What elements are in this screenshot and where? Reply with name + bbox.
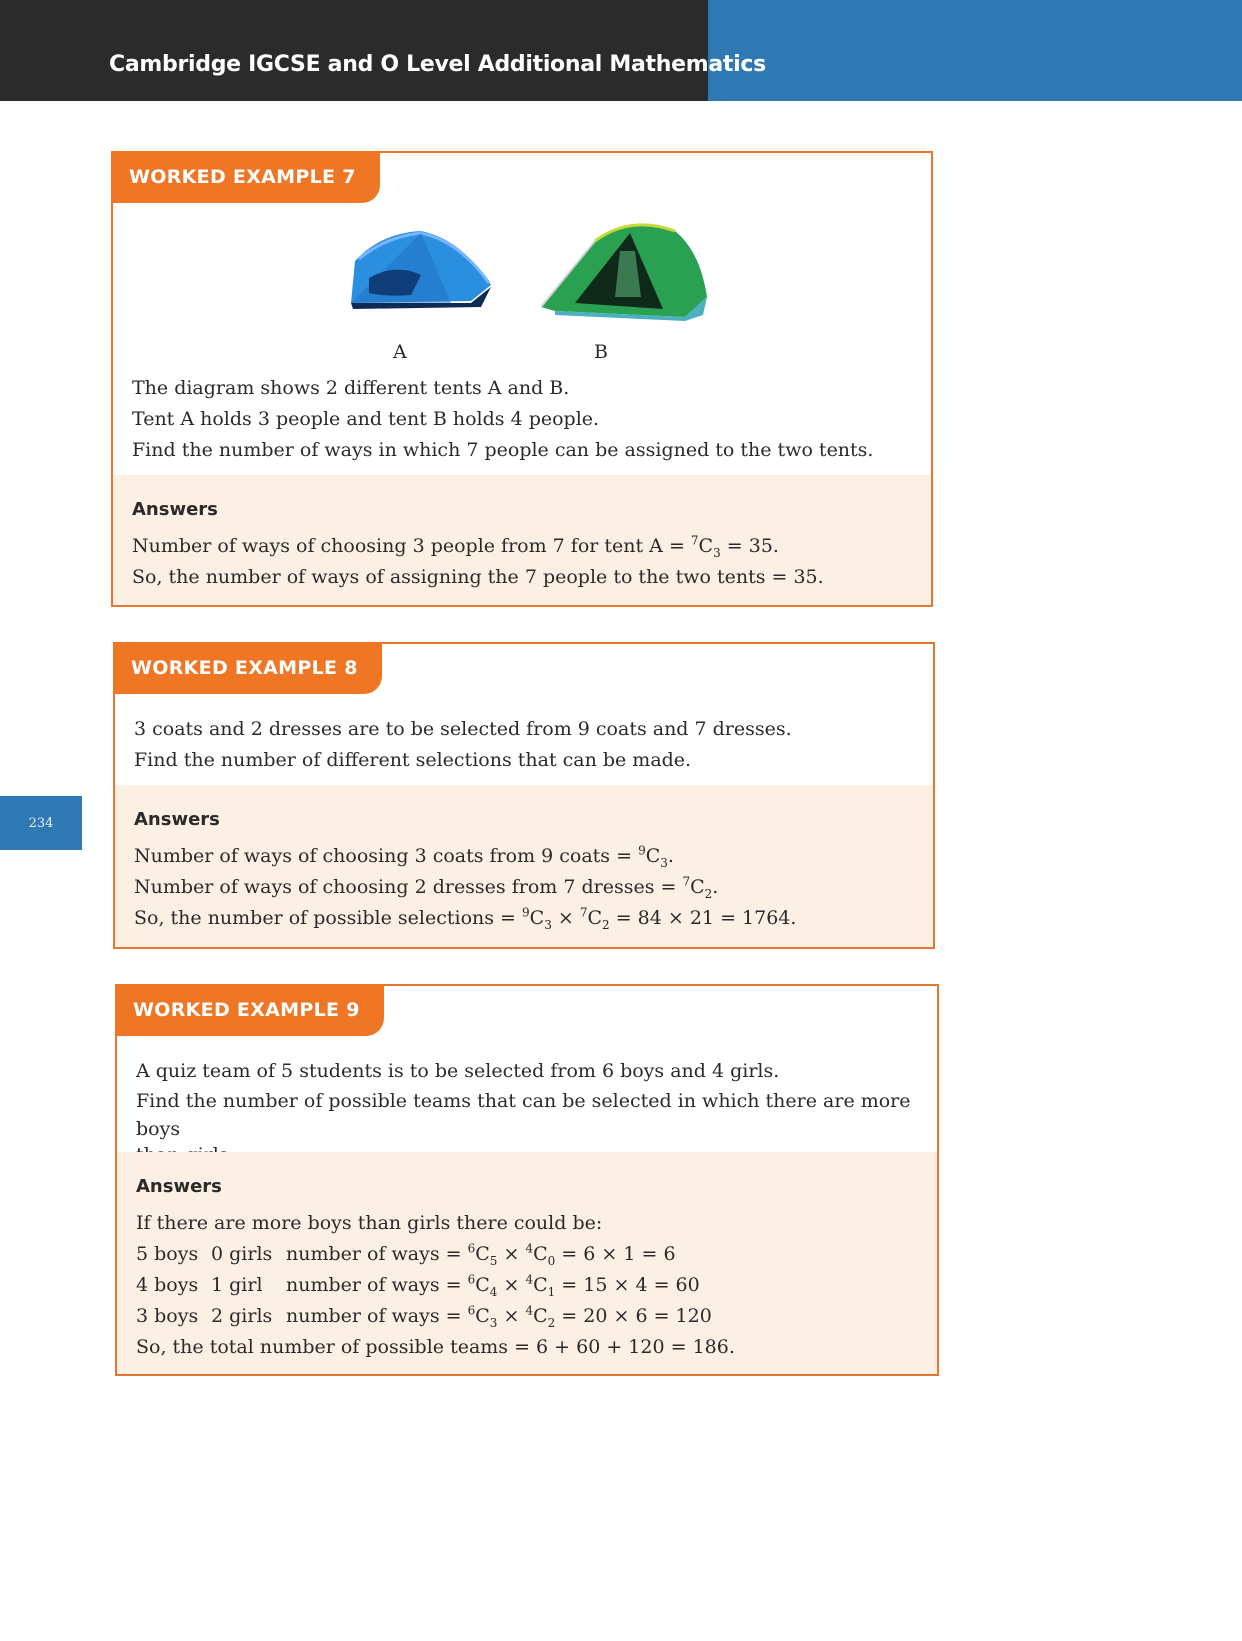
example-label: WORKED EXAMPLE 9 [115,984,384,1036]
question-text [134,714,792,776]
answer-line: Number of ways of choosing 3 people from 7 for tent $A = ^7C_3 = 35$. [132,533,779,560]
question-line: The diagram shows 2 different tents A and B. [132,377,570,399]
worked-example-7 [111,151,933,607]
answers-panel [117,1152,937,1374]
example-label: WORKED EXAMPLE 8 [113,642,382,694]
answers-panel [113,475,931,605]
question-text [136,1056,937,1167]
answer-lines [136,1208,735,1363]
answer-line: Number of ways of choosing 2 dresses from 7 dresses = $^7C_2$. [134,874,719,901]
answer-lines [134,841,796,934]
worked-example-8 [113,642,935,949]
answer-line: So, the number of possible selections = $^9C_3 \times ^7C_2 = 84 \times 21 = 1764$. [134,905,797,932]
tent-b-image [535,211,715,321]
example-label: WORKED EXAMPLE 7 [111,151,380,203]
tent-label-a: A [393,341,407,363]
book-title: Cambridge IGCSE and O Level Additional Mathematics [109,52,766,77]
case-row: 5 boys 0 girls number of ways = $^6C_5 \times ^4C_0 = 6 \times 1 = 6$ [136,1241,676,1268]
question-line: A quiz team of 5 students is to be selected from 6 boys and 4 girls. [136,1060,780,1082]
case-row: 3 boys 2 girls number of ways = $^6C_3 \times ^4C_2 = 20 \times 6 = 120$ [136,1303,712,1330]
answer-line: If there are more boys than girls there could be: [136,1212,603,1234]
header-accent [708,0,1242,101]
header-bar [0,0,708,101]
answers-heading: Answers [134,809,220,830]
tent-label-b: B [594,341,608,363]
page-number: 234 [0,796,82,850]
answer-lines [132,531,824,593]
answer-line: Number of ways of choosing 3 coats from 9 coats = $^9C_3$. [134,843,674,870]
answers-panel [115,785,933,947]
answer-line: So, the total number of possible teams = 6 + 60 + 120 = 186. [136,1336,735,1358]
worked-example-9 [115,984,939,1376]
question-line: Find the number of possible teams that can be selected in which there are more boys [136,1090,911,1140]
question-line: 3 coats and 2 dresses are to be selected from 9 coats and 7 dresses. [134,718,792,740]
tent-a-image [341,223,501,313]
answers-heading: Answers [136,1176,222,1197]
question-text [132,373,873,466]
question-line: Find the number of ways in which 7 people can be assigned to the two tents. [132,439,874,461]
question-line: Find the number of different selections that can be made. [134,749,692,771]
question-line: Tent A holds 3 people and tent B holds 4 people. [132,408,600,430]
case-row: 4 boys 1 girl number of ways = $^6C_4 \times ^4C_1 = 15 \times 4 = 60$ [136,1272,700,1299]
answers-heading: Answers [132,499,218,520]
answer-line: So, the number of ways of assigning the 7 people to the two tents = 35. [132,566,824,588]
